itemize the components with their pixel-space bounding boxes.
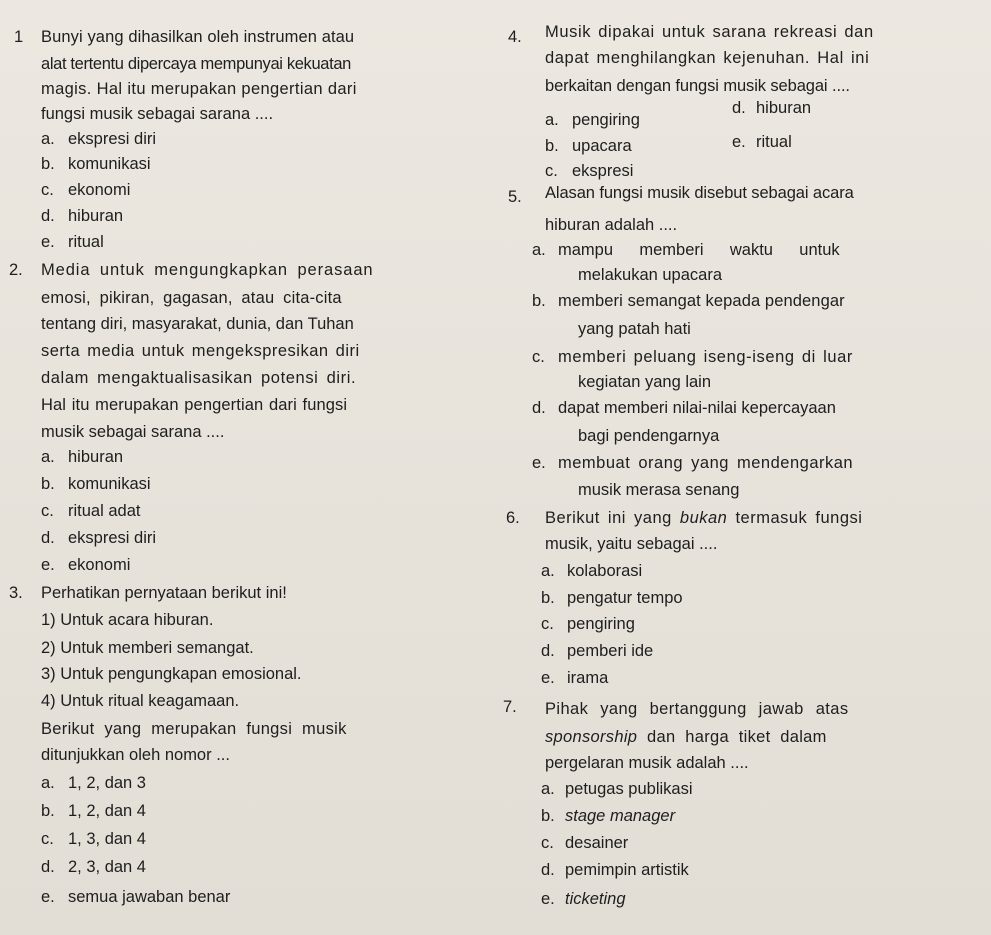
question-4-line: berkaitan dengan fungsi musik sebagai ....: [545, 77, 850, 95]
option-text: pengiring: [572, 111, 640, 129]
question-7-line: Pihak yang bertanggung jawab atas: [545, 700, 849, 718]
option-text: upacara: [572, 137, 632, 155]
option-text: hiburan: [68, 207, 124, 225]
option-5a-line2: melakukan upacara: [578, 266, 723, 284]
option-text: irama: [567, 669, 609, 687]
question-7-number: 7.: [503, 698, 517, 716]
option-3e: [41, 887, 230, 907]
option-6a: [541, 561, 642, 581]
option-letter: b.: [545, 137, 559, 155]
option-7a: [541, 779, 693, 799]
question-5-line: Alasan fungsi musik disebut sebagai acara: [545, 184, 854, 202]
option-5e: [532, 453, 853, 473]
option-7b: [541, 806, 675, 826]
question-1-line: Bunyi yang dihasilkan oleh instrumen atau: [41, 28, 355, 46]
option-text: ekspresi diri: [68, 130, 157, 148]
option-7e: [541, 889, 626, 909]
question-6-emphasis: bukan: [679, 509, 728, 527]
option-text: hiburan: [68, 448, 124, 466]
option-letter: e.: [41, 888, 55, 906]
option-text: mampu memberi waktu untuk: [558, 241, 840, 259]
option-letter: a.: [532, 241, 546, 259]
option-5c: [532, 347, 853, 367]
question-7-emphasis: sponsorship: [545, 728, 638, 746]
option-text: semua jawaban benar: [68, 888, 231, 906]
question-4-line: dapat menghilangkan kejenuhan. Hal ini: [545, 49, 870, 67]
option-1e: [41, 232, 104, 252]
option-text: stage manager: [565, 807, 676, 825]
option-letter: e.: [41, 556, 55, 574]
option-2b: [41, 474, 151, 494]
question-6-text-before: Berikut ini yang: [545, 509, 680, 527]
question-2-line: serta media untuk mengekspresikan diri: [41, 342, 360, 360]
option-text: ekspresi: [572, 162, 634, 180]
option-6c: [541, 614, 635, 634]
option-6d: [541, 641, 653, 661]
option-letter: e.: [41, 233, 55, 251]
option-5c-line2: kegiatan yang lain: [578, 373, 712, 391]
option-text: petugas publikasi: [565, 780, 693, 798]
option-text: 2, 3, dan 4: [68, 858, 146, 876]
question-2-line: tentang diri, masyarakat, dunia, dan Tuhan: [41, 315, 354, 333]
option-letter: b.: [41, 802, 55, 820]
option-letter: e.: [541, 890, 555, 908]
option-text: ekonomi: [68, 556, 131, 574]
question-7-line: pergelaran musik adalah ....: [545, 754, 749, 772]
option-text: ticketing: [565, 890, 626, 908]
option-letter: e.: [732, 133, 746, 151]
option-text: ekspresi diri: [68, 529, 157, 547]
option-6e: [541, 668, 608, 688]
option-letter: c.: [541, 615, 554, 633]
question-4-number: 4.: [508, 28, 522, 46]
option-text: ritual: [756, 133, 792, 151]
question-3-line: ditunjukkan oleh nomor ...: [41, 746, 230, 764]
statement-3: 3) Untuk pengungkapan emosional.: [41, 665, 302, 683]
option-letter: c.: [41, 181, 54, 199]
question-7-line: [545, 727, 827, 747]
option-letter: d.: [41, 529, 55, 547]
question-6-line: musik, yaitu sebagai ....: [545, 535, 718, 553]
option-text: desainer: [565, 834, 629, 852]
option-text: membuat orang yang mendengarkan: [558, 454, 854, 472]
question-6-number: 6.: [506, 509, 520, 527]
option-4b: [545, 136, 632, 156]
option-5e-line2: musik merasa senang: [578, 481, 740, 499]
option-3c: [41, 829, 146, 849]
option-letter: d.: [732, 99, 746, 117]
option-letter: e.: [532, 454, 546, 472]
option-letter: c.: [532, 348, 545, 366]
option-text: komunikasi: [68, 475, 151, 493]
option-letter: b.: [532, 292, 546, 310]
option-5b-line2: yang patah hati: [578, 320, 691, 338]
option-4d: [732, 98, 811, 118]
option-text: 1, 2, dan 4: [68, 802, 146, 820]
option-letter: a.: [545, 111, 559, 129]
question-2-line: emosi, pikiran, gagasan, atau cita-cita: [41, 289, 342, 307]
option-5a: [532, 240, 840, 260]
option-letter: a.: [41, 130, 55, 148]
question-2-line: dalam mengaktualisasikan potensi diri.: [41, 369, 357, 387]
question-2-number: 2.: [9, 261, 23, 279]
question-1-line: alat tertentu dipercaya mempunyai kekuatan: [41, 55, 351, 73]
option-text: pemberi ide: [567, 642, 654, 660]
statement-2: 2) Untuk memberi semangat.: [41, 639, 254, 657]
option-letter: c.: [541, 834, 554, 852]
option-letter: c.: [545, 162, 558, 180]
option-3d: [41, 857, 146, 877]
option-6b: [541, 588, 683, 608]
option-1a: [41, 129, 156, 149]
option-text: hiburan: [756, 99, 812, 117]
option-letter: c.: [41, 502, 54, 520]
option-letter: b.: [41, 475, 55, 493]
option-text: pemimpin artistik: [565, 861, 689, 879]
question-3-line: Berikut yang merupakan fungsi musik: [41, 720, 347, 738]
question-2-line: Media untuk mengungkapkan perasaan: [41, 261, 374, 279]
option-text: ritual adat: [68, 502, 141, 520]
option-letter: d.: [41, 858, 55, 876]
option-letter: a.: [41, 448, 55, 466]
question-6-text-after: termasuk fungsi: [727, 509, 863, 527]
option-letter: b.: [41, 155, 55, 173]
option-letter: e.: [541, 669, 555, 687]
question-5-line: hiburan adalah ....: [545, 216, 678, 234]
question-3-intro: Perhatikan pernyataan berikut ini!: [41, 584, 287, 602]
option-letter: a.: [41, 774, 55, 792]
option-text: memberi semangat kepada pendengar: [558, 292, 845, 310]
option-4c: [545, 161, 633, 181]
option-text: ritual: [68, 233, 104, 251]
question-6-line: [545, 508, 862, 528]
statement-1: 1) Untuk acara hiburan.: [41, 611, 214, 629]
option-text: 1, 3, dan 4: [68, 830, 146, 848]
option-text: ekonomi: [68, 181, 131, 199]
question-4-line: Musik dipakai untuk sarana rekreasi dan: [545, 23, 874, 41]
option-text: kolaborasi: [567, 562, 643, 580]
option-1b: [41, 154, 151, 174]
option-text: pengatur tempo: [567, 589, 683, 607]
option-text: pengiring: [567, 615, 635, 633]
option-2a: [41, 447, 123, 467]
option-2c: [41, 501, 140, 521]
option-2e: [41, 555, 130, 575]
option-3a: [41, 773, 146, 793]
option-text: 1, 2, dan 3: [68, 774, 146, 792]
option-text: komunikasi: [68, 155, 151, 173]
option-2d: [41, 528, 156, 548]
option-5d: [532, 398, 836, 418]
question-1-line: fungsi musik sebagai sarana ....: [41, 105, 274, 123]
option-3b: [41, 801, 146, 821]
option-letter: b.: [541, 807, 555, 825]
option-letter: d.: [541, 861, 555, 879]
option-7d: [541, 860, 689, 880]
option-5d-line2: bagi pendengarnya: [578, 427, 720, 445]
option-letter: c.: [41, 830, 54, 848]
option-4e: [732, 132, 792, 152]
option-letter: b.: [541, 589, 555, 607]
question-2-line: musik sebagai sarana ....: [41, 423, 225, 441]
option-1d: [41, 206, 123, 226]
question-5-number: 5.: [508, 188, 522, 206]
option-letter: d.: [532, 399, 546, 417]
question-3-number: 3.: [9, 584, 23, 602]
option-7c: [541, 833, 628, 853]
question-7-text-after: dan harga tiket dalam: [637, 728, 827, 746]
question-1-number: 1: [14, 28, 24, 46]
question-2-line: Hal itu merupakan pengertian dari fungsi: [41, 396, 348, 414]
option-text: memberi peluang iseng-iseng di luar: [558, 348, 853, 366]
option-letter: a.: [541, 562, 555, 580]
option-text: dapat memberi nilai-nilai kepercayaan: [558, 399, 836, 417]
question-1-line: magis. Hal itu merupakan pengertian dari: [41, 80, 357, 98]
option-letter: a.: [541, 780, 555, 798]
option-letter: d.: [41, 207, 55, 225]
option-letter: d.: [541, 642, 555, 660]
option-1c: [41, 180, 130, 200]
option-4a: [545, 110, 640, 130]
statement-4: 4) Untuk ritual keagamaan.: [41, 692, 240, 710]
option-5b: [532, 291, 845, 311]
